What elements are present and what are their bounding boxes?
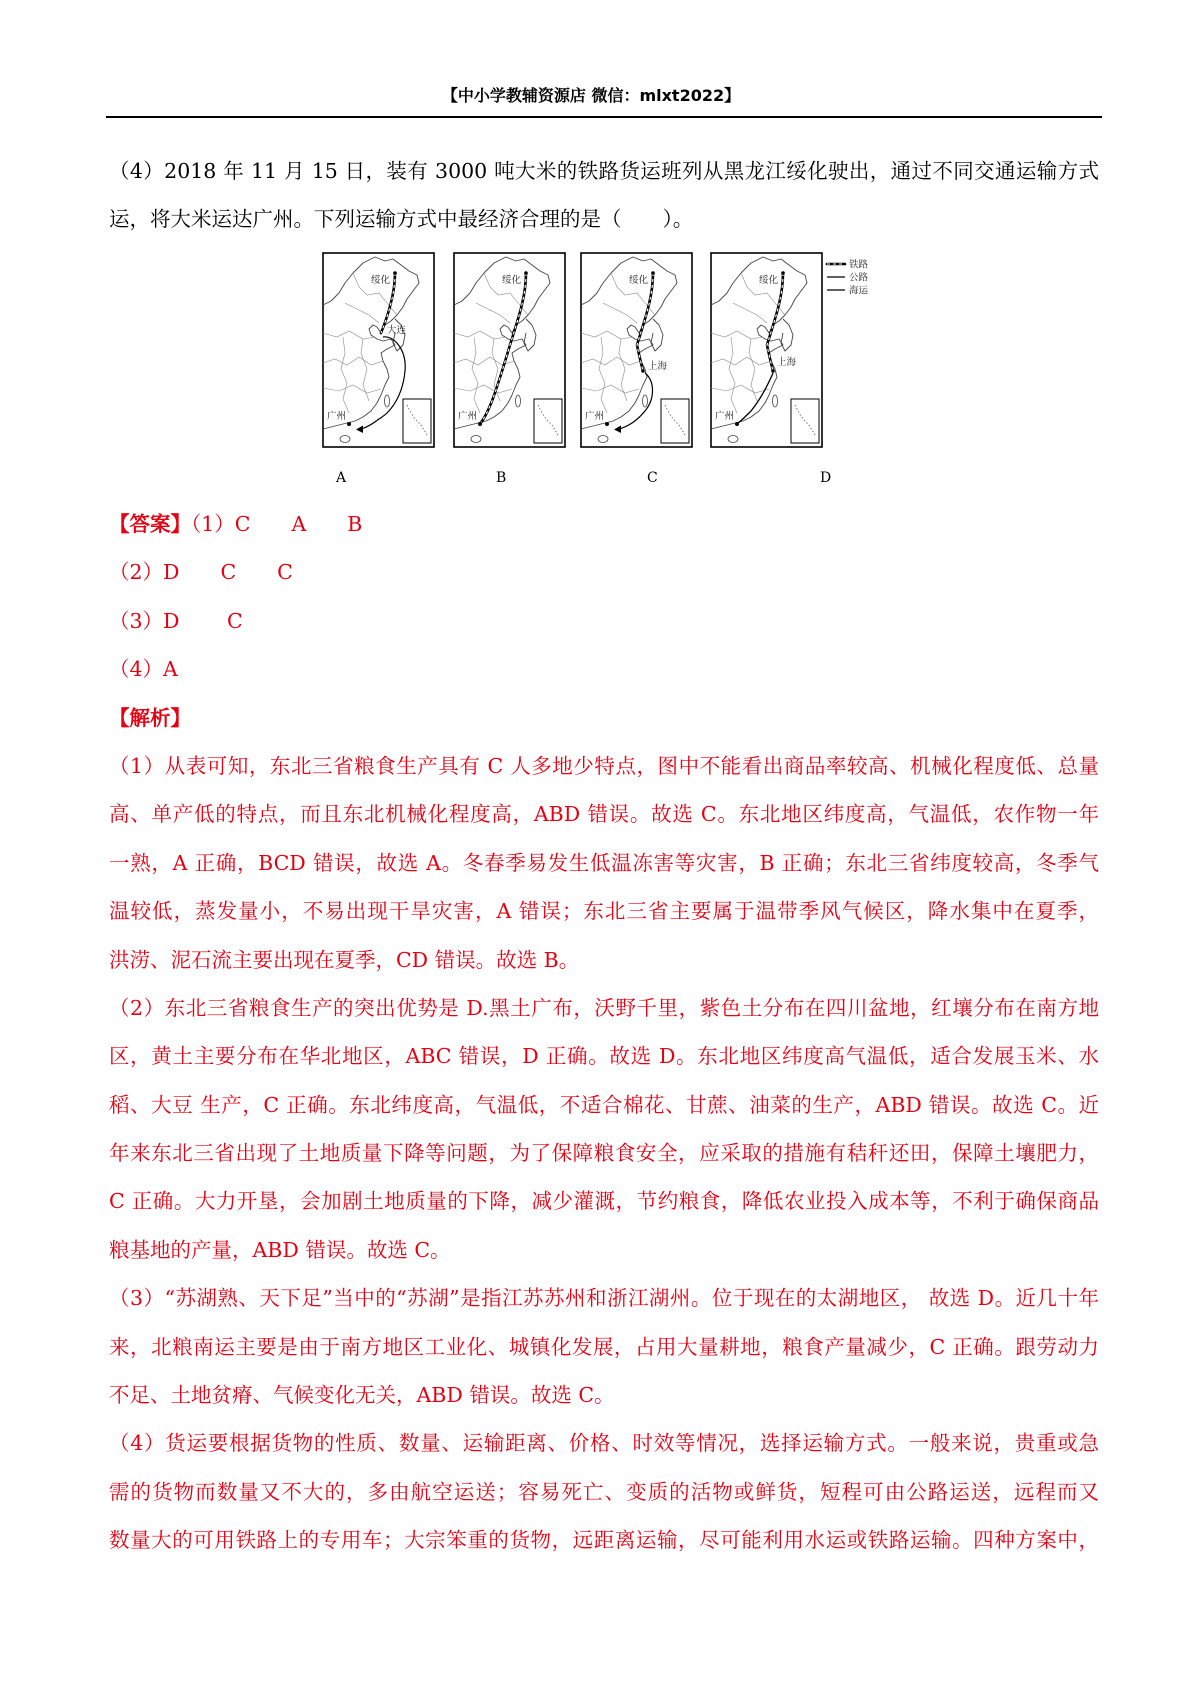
- analysis-line: （2）东北三省粮食生产的突出优势是 D.黑土广布，沃野千里，紫色土分布在四川盆地，红壤分布在南方地: [109, 995, 1099, 1020]
- destination-label: 广州: [458, 411, 478, 422]
- map-option-b: [454, 253, 565, 447]
- transfer-label: 大连: [387, 325, 407, 336]
- analysis-line: 来，北粮南运主要是由于南方地区工业化、城镇化发展，占用大量耕地，粮食产量减少，C 正确。跟劳动力: [109, 1334, 1099, 1359]
- destination-label: 广州: [327, 411, 347, 422]
- question-line: 运，将大米运达广州。下列运输方式中最经济合理的是（ ）。: [109, 207, 694, 232]
- analysis-line: 数量大的可用铁路上的专用车；大宗笨重的货物，远距离运输，尽可能利用水运或铁路运输。四种方案中，: [109, 1528, 1099, 1553]
- origin-point: [524, 271, 528, 275]
- answer-item: （1）C A B: [191, 512, 363, 536]
- transfer-label: 上海: [777, 357, 797, 368]
- map-option-c: [581, 253, 692, 447]
- legend-road-label: 公路: [849, 272, 869, 284]
- destination-point: [478, 422, 482, 426]
- legend-sea-label: 海运: [849, 285, 869, 297]
- analysis-paragraph-1: [109, 742, 1099, 984]
- analysis-line: 一熟，A 正确，BCD 错误，故选 A。冬春季易发生低温冻害等灾害，B 正确；东北三省纬度较高，冬季气: [109, 850, 1099, 875]
- analysis-line: 温较低，蒸发量小，不易出现干旱灾害，A 错误；东北三省主要属于温带季风气候区，降水集中在夏季，: [109, 899, 1099, 924]
- option-label-b: B: [496, 470, 507, 486]
- analysis-line: 洪涝、泥石流主要出现在夏季，CD 错误。故选 B。: [109, 947, 580, 972]
- analysis-line: 年来东北三省出现了土地质量下降等问题，为了保障粮食安全，应采取的措施有秸秆还田，保障土壤肥力，: [109, 1141, 1099, 1166]
- origin-label: 绥化: [502, 275, 522, 286]
- analysis-paragraph-3: [109, 1274, 1099, 1419]
- analysis-paragraph-4: [109, 1419, 1099, 1564]
- answer-line: [109, 500, 1099, 548]
- analysis-line: 高、单产低的特点，而且东北机械化程度高，ABD 错误。故选 C。东北地区纬度高，气温低，农作物一年: [109, 802, 1099, 827]
- option-label-a: A: [336, 470, 347, 486]
- origin-point: [651, 271, 655, 275]
- analysis-line: 区，黄土主要分布在华北地区，ABC 错误，D 正确。故选 D。东北地区纬度高气温低，适合发展玉米、水: [109, 1044, 1099, 1069]
- analysis-paragraph-2: [109, 984, 1099, 1274]
- origin-label: 绥化: [371, 275, 391, 286]
- page-header: 【中小学教辅资源店 微信：mlxt2022】: [441, 86, 741, 105]
- destination-point: [347, 422, 351, 426]
- analysis-line: （3）“苏湖熟、天下足”当中的“苏湖”是指江苏苏州和浙江湖州。位于现在的太湖地区， 故选 D。近几十年: [109, 1286, 1099, 1311]
- analysis-line: （1）从表可知，东北三省粮食生产具有 C 人多地少特点，图中不能看出商品率较高、机械化程度低、总量: [109, 753, 1099, 778]
- answer-block: [109, 500, 1099, 1565]
- destination-point: [735, 422, 739, 426]
- origin-point: [781, 271, 785, 275]
- option-label-c: C: [647, 470, 658, 486]
- option-label-d: D: [820, 470, 832, 486]
- analysis-line: （4）货运要根据货物的性质、数量、运输距离、价格、时效等情况，选择运输方式。一般来说，贵重或急: [109, 1431, 1099, 1456]
- question-block: [109, 147, 1099, 244]
- map-legend: [827, 259, 869, 297]
- analysis-line: 需的货物而数量又不大的，多由航空运送；容易死亡、变质的活物或鲜货，短程可由公路运送，远程而又: [109, 1479, 1099, 1504]
- header-rule: [106, 116, 1102, 118]
- answer-line: （2）D C C: [109, 560, 293, 585]
- answer-heading: 【答案】: [109, 512, 191, 536]
- transfer-point: [771, 369, 775, 373]
- origin-label: 绥化: [629, 275, 649, 286]
- analysis-line: 不足、土地贫瘠、气候变化无关，ABD 错误。故选 C。: [109, 1383, 615, 1408]
- destination-label: 广州: [715, 411, 735, 422]
- analysis-line: 稻、大豆 生产，C 正确。东北纬度高，气温低，不适合棉花、甘蔗、油菜的生产，ABD 错误。故选 C。近: [109, 1092, 1099, 1117]
- answer-line: （3）D C: [109, 608, 243, 633]
- map-option-a: [323, 253, 434, 447]
- origin-point: [393, 271, 397, 275]
- analysis-line: C 正确。大力开垦，会加剧土地质量的下降，减少灌溉，节约粮食，降低农业投入成本等，不利于确保商品: [109, 1189, 1099, 1214]
- question-line: （4）2018 年 11 月 15 日，装有 3000 吨大米的铁路货运班列从黑龙江绥化驶出，通过不同交通运输方式: [109, 159, 1099, 183]
- destination-label: 广州: [585, 411, 605, 422]
- answer-line: （4）A: [109, 657, 178, 682]
- map-option-d: [711, 253, 822, 447]
- transfer-label: 上海: [648, 361, 668, 372]
- analysis-heading: 【解析】: [109, 705, 191, 730]
- transport-route-maps: [320, 250, 880, 490]
- legend-railway-label: 铁路: [849, 259, 869, 271]
- transfer-point: [641, 369, 645, 373]
- destination-point: [605, 422, 609, 426]
- analysis-line: 粮基地的产量，ABD 错误。故选 C。: [109, 1237, 451, 1262]
- origin-label: 绥化: [759, 275, 779, 286]
